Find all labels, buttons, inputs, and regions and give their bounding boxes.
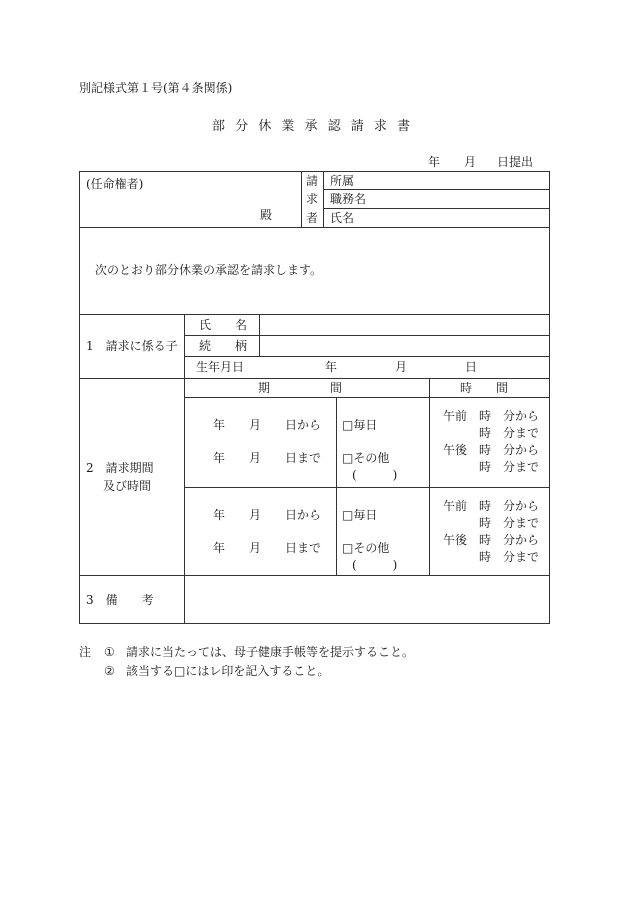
note-1-number: ①: [104, 645, 115, 659]
birth-year-unit: 年: [325, 360, 338, 374]
block1-from-month: 月: [249, 418, 262, 432]
block2-to-year: 年: [213, 541, 226, 555]
child-birthdate-label: 生年月日: [196, 360, 245, 374]
block2-time-pm-from: 午後 時 分から: [443, 533, 540, 547]
note-2-text: 該当する□にはレ印を記入すること。: [126, 664, 330, 678]
field-position-label: 職務名: [330, 192, 367, 206]
block2-to-day: 日まで: [285, 541, 322, 555]
birth-month-unit: 月: [395, 360, 408, 374]
date-month: 月: [464, 155, 477, 169]
block1-time-am-from: 午前 時 分から: [443, 409, 540, 423]
block2-option-daily[interactable]: □毎日: [342, 508, 378, 522]
block1-to-month: 月: [249, 451, 262, 465]
request-statement: 次のとおり部分休業の承認を請求します。: [95, 263, 323, 277]
date-year: 年: [428, 155, 441, 169]
divider: [184, 314, 185, 575]
section3-label: 3 備 考: [86, 593, 154, 607]
block2-time-am-from: 午前 時 分から: [443, 499, 540, 513]
divider: [323, 208, 550, 209]
appointer-label: (任命権者): [86, 177, 144, 191]
divider: [301, 171, 302, 227]
child-relation-label: 続 柄: [199, 339, 248, 353]
requester-char: 者: [306, 211, 319, 225]
block1-option-other[interactable]: □その他: [342, 451, 390, 465]
block1-option-daily[interactable]: □毎日: [342, 418, 378, 432]
block2-option-other[interactable]: □その他: [342, 541, 390, 555]
requester-char: 求: [306, 192, 319, 206]
child-name-label: 氏 名: [199, 318, 248, 332]
field-name-label: 氏名: [330, 211, 355, 225]
block2-from-day: 日から: [285, 508, 322, 522]
divider: [184, 575, 185, 624]
divider: [323, 189, 550, 190]
divider: [184, 487, 550, 488]
block2-from-month: 月: [249, 508, 262, 522]
block2-option-paren: ( ): [352, 558, 398, 572]
divider: [323, 171, 324, 227]
header-period: 期 間: [258, 381, 343, 395]
notes-prefix: 注: [79, 645, 92, 659]
divider: [184, 356, 550, 357]
block2-to-month: 月: [249, 541, 262, 555]
requester-char: 請: [306, 174, 319, 188]
field-affiliation-label: 所属: [330, 174, 355, 188]
block1-to-year: 年: [213, 451, 226, 465]
header-time: 時 間: [460, 381, 509, 395]
block1-to-day: 日まで: [285, 451, 322, 465]
divider: [184, 335, 550, 336]
divider: [79, 378, 550, 379]
block1-option-paren: ( ): [352, 468, 398, 482]
birth-day-unit: 日: [465, 360, 478, 374]
block1-time-pm-from: 午後 時 分から: [443, 443, 540, 457]
document-title: 部 分 休 業 承 認 請 求 書: [212, 119, 414, 134]
date-submitted: 日提出: [497, 155, 534, 169]
section2-label-line2: 及び時間: [103, 479, 152, 493]
block1-time-pm-to: 時 分まで: [479, 460, 540, 474]
note-1-text: 請求に当たっては、母子健康手帳等を提示すること。: [126, 645, 415, 659]
section1-label: 1 請求に係る子: [86, 339, 178, 353]
block1-from-day: 日から: [285, 418, 322, 432]
block1-time-am-to: 時 分まで: [479, 426, 540, 440]
block2-time-am-to: 時 分まで: [479, 516, 540, 530]
appointer-honorific: 殿: [260, 208, 273, 222]
divider: [79, 314, 550, 315]
divider: [429, 378, 430, 575]
note-2-number: ②: [104, 664, 115, 678]
block2-from-year: 年: [213, 508, 226, 522]
form-id: 別記様式第１号(第４条関係): [79, 81, 233, 95]
block1-from-year: 年: [213, 418, 226, 432]
section2-label: 2 請求期間: [86, 461, 154, 475]
divider: [336, 397, 337, 575]
block2-time-pm-to: 時 分まで: [479, 550, 540, 564]
divider: [79, 575, 550, 576]
divider: [79, 227, 550, 228]
divider: [184, 397, 550, 398]
